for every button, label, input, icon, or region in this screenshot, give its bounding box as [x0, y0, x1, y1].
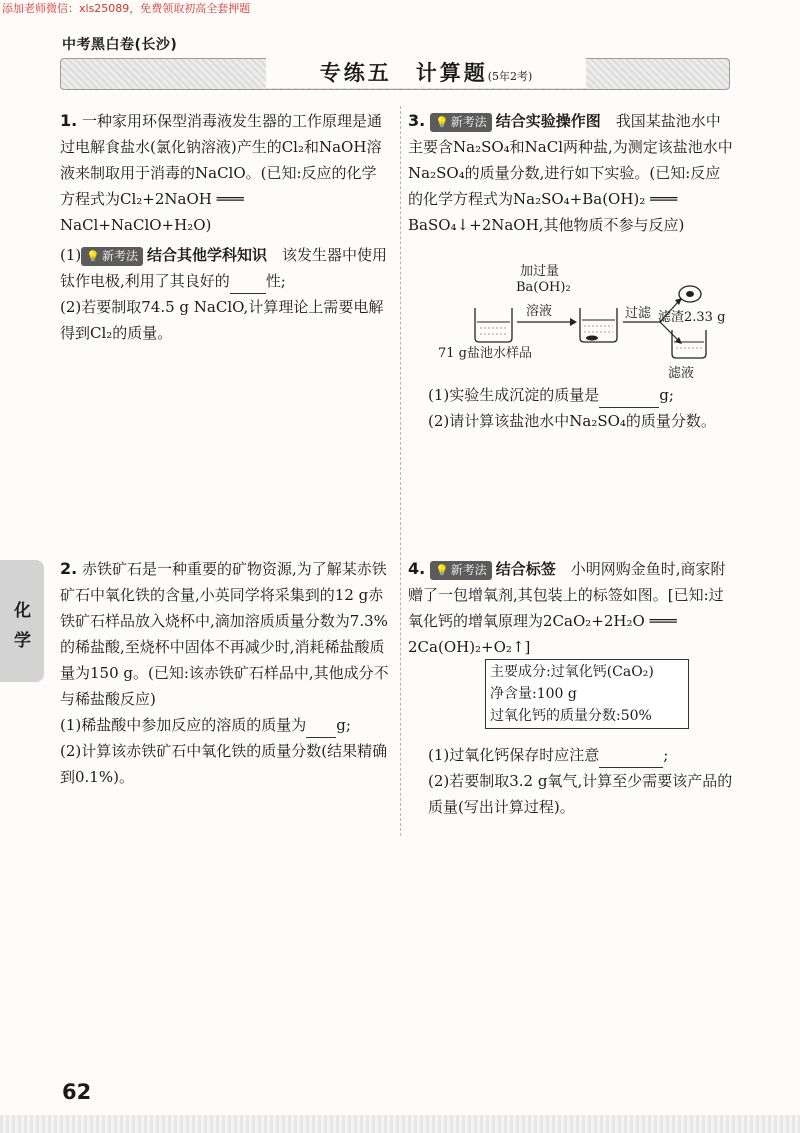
part-text: (1)实验生成沉淀的质量是: [428, 386, 600, 404]
question-4-parts: [428, 742, 738, 820]
question-3-parts: [428, 382, 738, 434]
question-2: [60, 556, 390, 790]
label-line-3: 过氧化钙的质量分数:50%: [490, 708, 652, 724]
part-text: (1)稀盐酸中参加反应的溶质的质量为: [60, 716, 307, 734]
filtrate-label: 滤液: [668, 366, 695, 381]
banner-title-box: [266, 58, 586, 88]
label-line-1: 主要成分:过氧化钙(CaO₂): [490, 664, 654, 680]
part-2: (2)若要制取3.2 g氧气,计算至少需要该产品的质量(写出计算过程)。: [428, 772, 733, 816]
question-intro: 小明网购金鱼时,商家附赠了一包增氧剂,其包装上的标签如图。[已知:过氧化钙的增氧原理为2CaO₂+2H₂O ═══ 2Ca(OH)₂+O₂↑]: [408, 560, 726, 656]
answer-blank[interactable]: [306, 719, 336, 738]
product-label: [485, 659, 689, 729]
question-number: 4.: [408, 559, 426, 578]
part-label: (1): [60, 246, 82, 264]
residue-dish-icon: [679, 286, 701, 302]
question-1: [60, 108, 390, 346]
series-title: 中考黑白卷(长沙): [62, 37, 178, 53]
part-2: (2)请计算该盐池水中Na₂SO₄的质量分数。: [428, 412, 716, 430]
reagent-line3: 溶液: [526, 304, 553, 319]
page-number: 62: [62, 1080, 92, 1104]
lightbulb-icon: 💡: [86, 250, 100, 263]
question-intro: 赤铁矿石是一种重要的矿物资源,为了解某赤铁矿石中氧化铁的含量,小英同学将采集到的12 g赤铁矿石样品放入烧杯中,滴加溶质质量分数为7.3%的稀盐酸,至烧杯中固体不再减少时,消耗稀盐酸质量为150 g。(已知:该赤铁矿石样品中,其他成分不与稀盐酸反应): [60, 560, 389, 708]
beaker-sample-icon: [475, 308, 512, 342]
part-text-end: g;: [659, 386, 674, 404]
question-number: 1.: [60, 111, 78, 130]
question-intro: 一种家用环保型消毒液发生器的工作原理是通过电解食盐水(氯化钠溶液)产生的Cl₂和NaOH溶液来制取用于消毒的NaClO。(已知:反应的化学方程式为Cl₂+2NaOH ═══ NaCl+NaClO+H₂O): [60, 112, 383, 234]
bottom-border: [0, 1115, 800, 1133]
side-tab-char-2: 学: [14, 631, 31, 651]
section-banner: [60, 58, 730, 90]
experiment-diagram: [420, 258, 730, 383]
filter-label: 过滤: [625, 306, 652, 321]
column-divider: [400, 106, 401, 836]
answer-blank[interactable]: [599, 389, 659, 408]
watermark: 添加老师微信：xls25089，免费领取初高全套押题: [2, 2, 251, 15]
part-text-end: 性;: [265, 272, 286, 290]
new-exam-tag: 💡 新考法: [430, 113, 492, 132]
tag-label: 结合其他学科知识: [146, 246, 267, 264]
answer-blank[interactable]: [599, 749, 663, 768]
question-intro: 我国某盐池水中主要含Na₂SO₄和NaCl两种盐,为测定该盐池水中Na₂SO₄的质量分数,进行如下实验。(已知:反应的化学方程式为Na₂SO₄+Ba(OH)₂ ═══ BaSO₄↓+2NaOH,其他物质不参与反应): [408, 112, 733, 234]
part-text-end: g;: [336, 716, 351, 734]
new-exam-tag: 💡 新考法: [81, 247, 143, 266]
part-text: 该发生器中使用钛作电极,利用了其良好的: [60, 246, 388, 290]
beaker-filtrate-icon: [672, 330, 706, 358]
lightbulb-icon: 💡: [435, 564, 449, 577]
tag-label: 结合标签: [495, 560, 556, 578]
tag-label: 结合实验操作图: [495, 112, 601, 130]
reagent-line2: Ba(OH)₂: [516, 280, 571, 295]
label-line-2: 净含量:100 g: [490, 686, 577, 702]
question-4: [408, 556, 733, 660]
reagent-line1: 加过量: [520, 264, 560, 279]
lightbulb-icon: 💡: [435, 116, 449, 129]
question-number: 2.: [60, 559, 78, 578]
sample-label: 71 g盐池水样品: [438, 346, 532, 361]
part-2: (2)若要制取74.5 g NaClO,计算理论上需要电解得到Cl₂的质量。: [60, 298, 384, 342]
question-number: 3.: [408, 111, 426, 130]
part-text: (1)过氧化钙保存时应注意: [428, 746, 600, 764]
banner-title: 专练五 计算题: [319, 61, 488, 85]
residue-label: 滤渣2.33 g: [658, 310, 726, 325]
subject-side-tab: [0, 560, 44, 682]
new-exam-tag: 💡 新考法: [430, 561, 492, 580]
beaker-reaction-icon: [580, 308, 617, 342]
part-2: (2)计算该赤铁矿石中氧化铁的质量分数(结果精确到0.1%)。: [60, 742, 388, 786]
arrow-icon: [517, 318, 577, 326]
side-tab-char-1: 化: [14, 601, 31, 621]
banner-subtitle: (5年2考): [487, 70, 533, 83]
answer-blank[interactable]: [230, 275, 266, 294]
part-text-end: ;: [663, 746, 669, 764]
question-3: [408, 108, 733, 238]
